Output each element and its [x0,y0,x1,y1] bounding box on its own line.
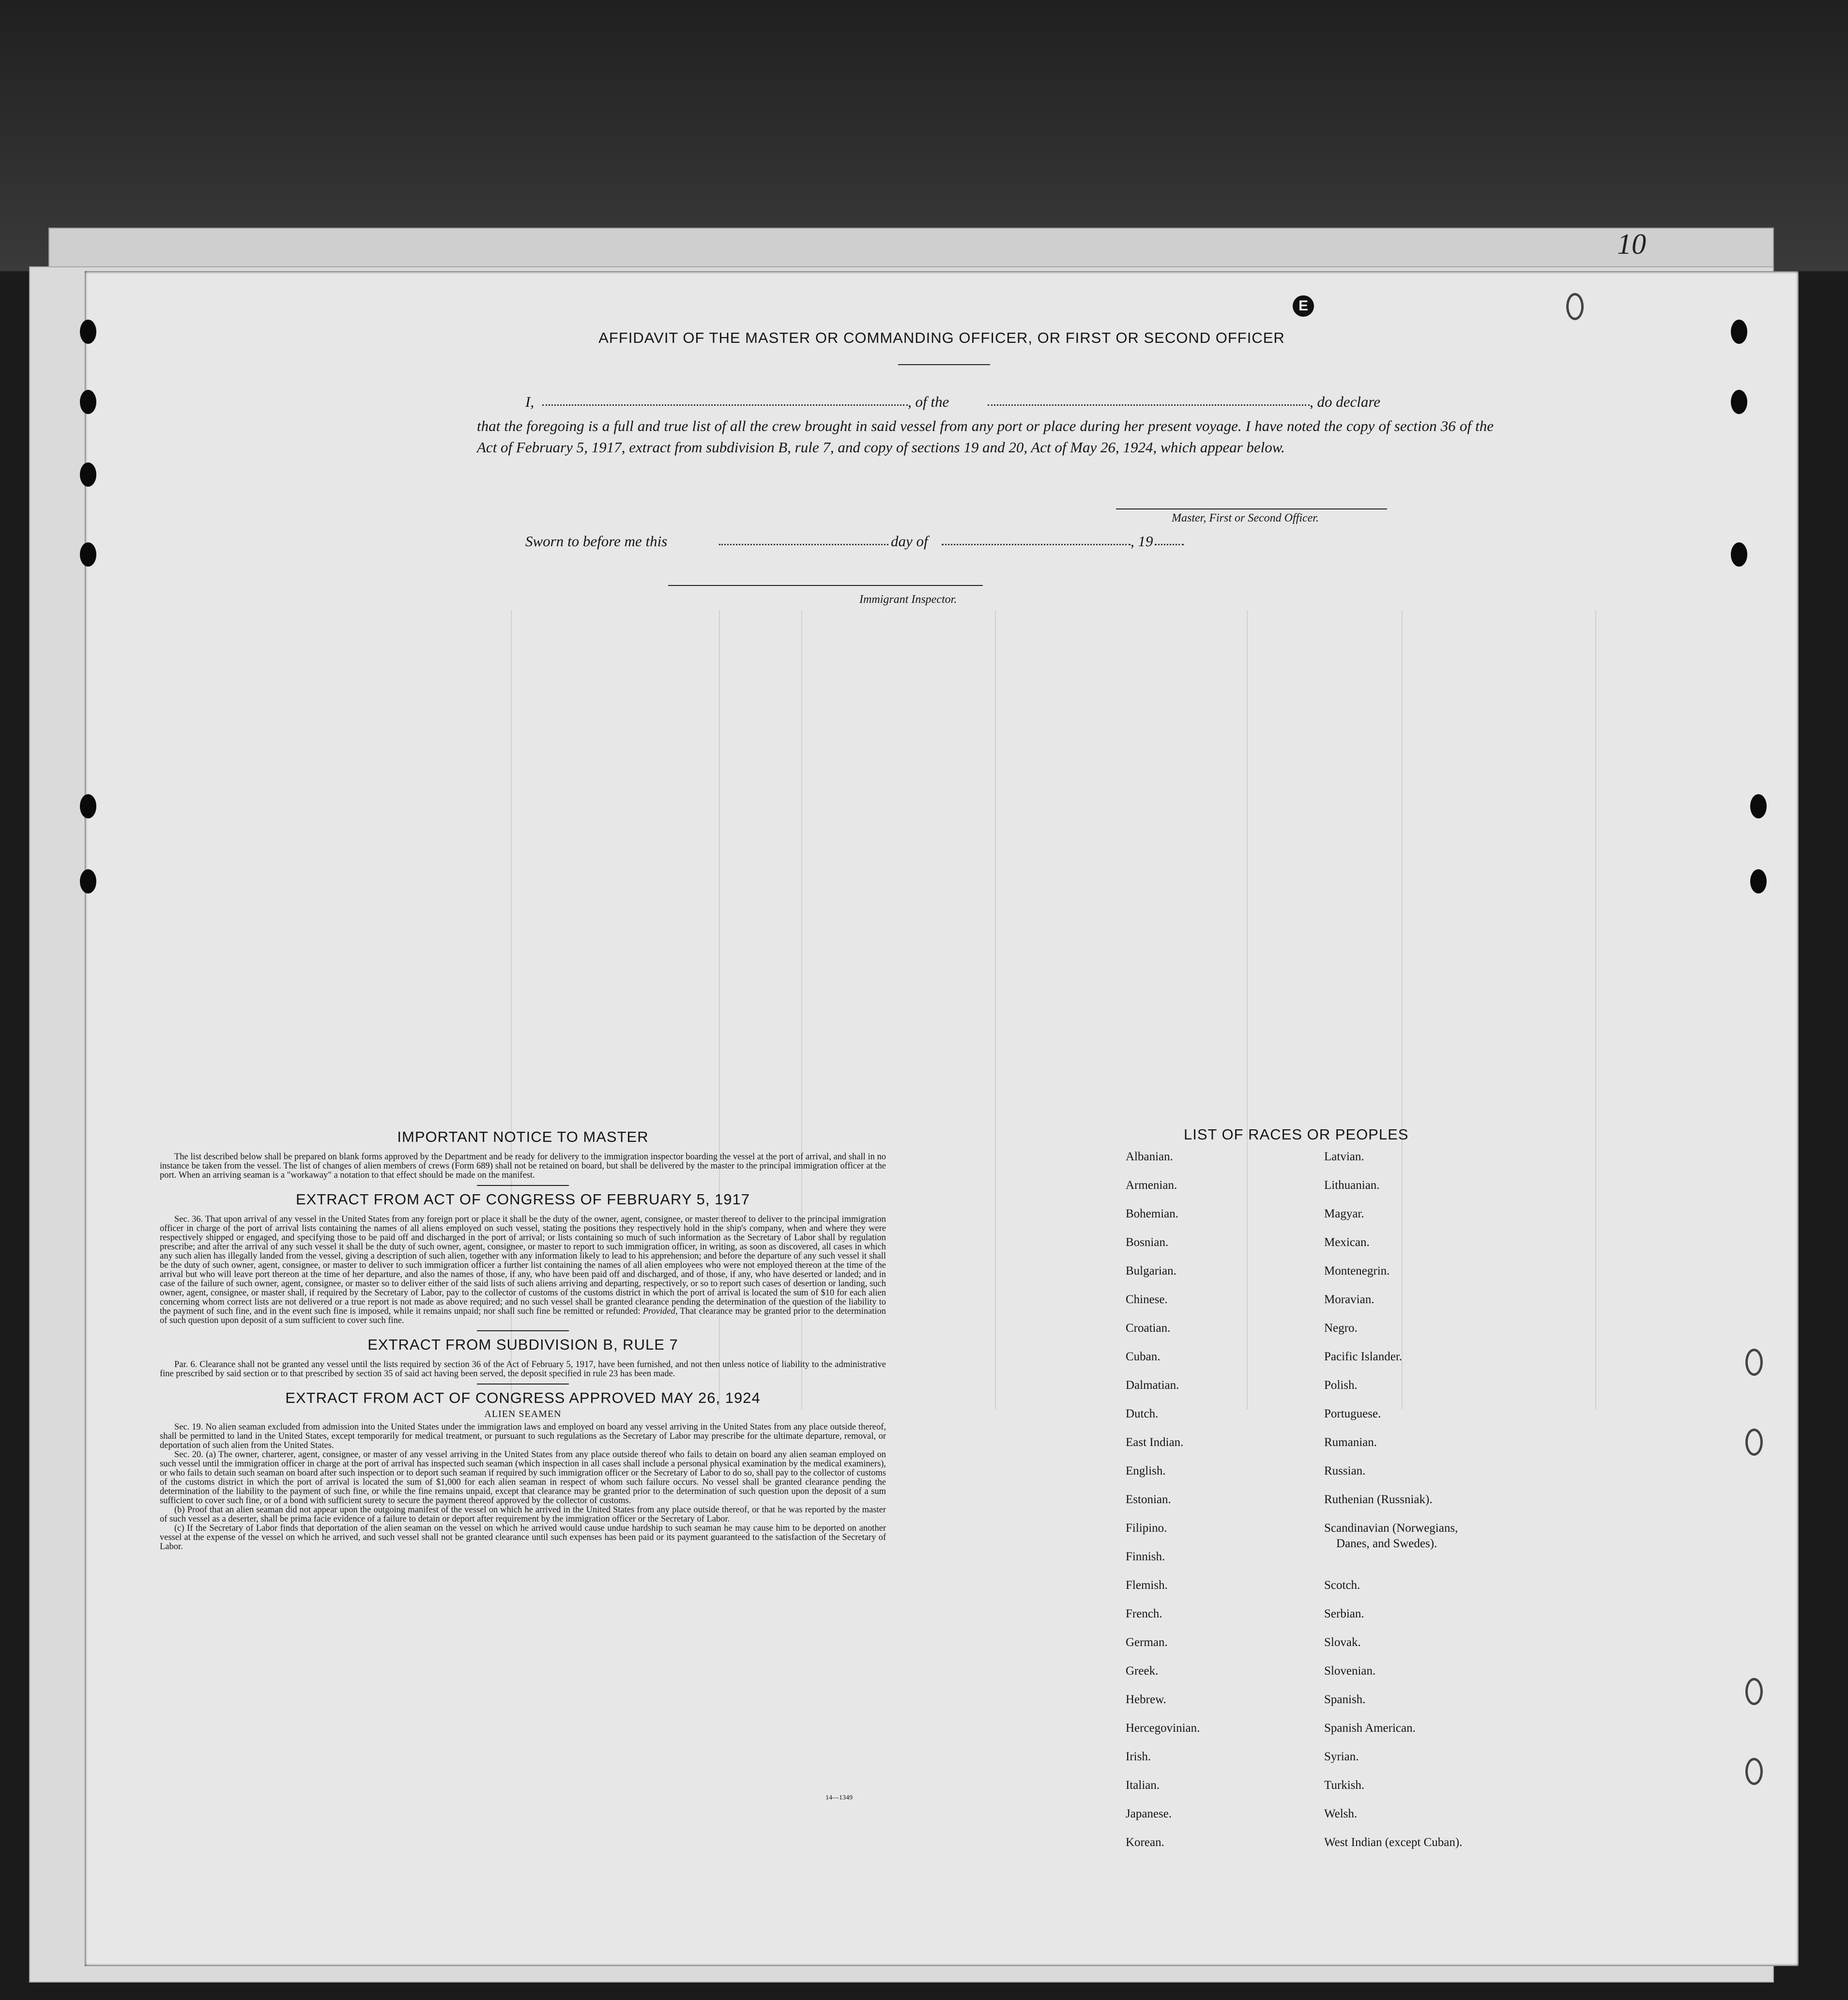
race-item: Lithuanian. [1324,1179,1380,1192]
punch-hole [1745,1758,1763,1785]
race-item: Dutch. [1126,1407,1159,1420]
race-item: Bosnian. [1126,1236,1169,1249]
punch-hole [80,794,96,818]
race-item: Syrian. [1324,1750,1359,1763]
race-item: East Indian. [1126,1436,1184,1449]
race-item: Estonian. [1126,1493,1171,1506]
race-item: Scandinavian (Norwegians, [1324,1522,1458,1535]
race-item: Scotch. [1324,1579,1360,1592]
punch-hole [80,462,96,487]
race-item: Magyar. [1324,1207,1364,1220]
race-item: Filipino. [1126,1522,1167,1535]
race-item: German. [1126,1636,1168,1649]
race-item: Montenegrin. [1324,1264,1390,1277]
year-text: , 19 [1130,533,1153,550]
page-number-mark: 10 [1617,228,1646,260]
extract1917-text [160,1215,886,1325]
rule7-title: EXTRACT FROM SUBDIVISION B, RULE 7 [367,1336,678,1353]
race-item: Hercegovinian. [1126,1722,1200,1735]
race-item: Portuguese. [1324,1407,1381,1420]
race-item: Albanian. [1126,1150,1173,1163]
affidavit-body: that the foregoing is a full and true list of all the crew brought in said vessel from any port or place during her present voyage. I have noted the copy of section 36 of the Act of February 5, 1917, extract from subdivision B, rule 7, and copy of sections 19 and 20, Act of May 26, 1924, which appear below. [477,417,1494,456]
race-item: Mexican. [1324,1236,1370,1249]
punch-hole [80,869,96,893]
race-item: Russian. [1324,1464,1366,1477]
punch-hole [1566,293,1584,320]
race-item: Spanish American. [1324,1722,1416,1735]
punch-hole [1745,1429,1763,1456]
section-rule [477,1384,569,1385]
form-badge: E [1293,295,1314,317]
affidavit-of-the: , of the [908,393,949,410]
race-item: Serbian. [1324,1607,1364,1620]
month-line [942,544,1130,545]
race-item: Welsh. [1324,1807,1358,1820]
race-item: Polish. [1324,1379,1358,1392]
vessel-line [988,404,1310,406]
day-of-text: day of [891,533,928,550]
alien-seamen-subtitle: ALIEN SEAMEN [484,1409,562,1419]
punch-hole [80,542,96,567]
race-item: Moravian. [1324,1293,1375,1306]
affidavit-title: AFFIDAVIT OF THE MASTER OR COMMANDING OFFICER, OR FIRST OR SECOND OFFICER [598,329,1285,346]
signature-line [1116,508,1387,509]
race-item: Korean. [1126,1836,1164,1849]
punch-hole [1750,794,1767,818]
races-title: LIST OF RACES OR PEOPLES [1184,1126,1409,1143]
rule7-text: Par. 6. Clearance shall not be granted any vessel until the lists required by section 36 of the Act of February 5, 1917, have been furnished, and not then unless notice of liability to the administrative fine prescribed by said section or to that prescribed by section 35 of said act having been served, the deposit specified in rule 23 has been made. [160,1360,886,1379]
race-item: Hebrew. [1126,1693,1166,1706]
punch-hole [1750,869,1767,893]
sec20c-text: (c) If the Secretary of Labor finds that deportation of the alien seaman on the vessel on which he arrived would cause undue hardship to such seaman he may cause him to be deported on another vessel at the expense of the vessel on which he arrived, and such vessel shall not be granted clearance until such expenses has been paid or its payment guaranteed to the satisfaction of the Secretary of Labor. [160,1523,886,1552]
race-item: French. [1126,1607,1162,1620]
race-item: Spanish. [1324,1693,1366,1706]
extract1917-title: EXTRACT FROM ACT OF CONGRESS OF FEBRUARY 5, 1917 [295,1191,750,1208]
sec19-text: Sec. 19. No alien seaman excluded from admission into the United States under the immigration laws and employed on board any vessel arriving in the United States from any place outside thereof, shall be permitted to land in the United States, except temporarily for medical treatment, or pursuant to such regulations as the Secretary of Labor may prescribe for the ultimate departure, removal, or deportation of such alien from the United States. [160,1422,886,1450]
sec20a-text: Sec. 20. (a) The owner, charterer, agent, consignee, or master of any vessel arriving in the United States from any place outside thereof who fails to detain on board any alien seaman employed on such vessel until the immigration officer in charge at the port of arrival has inspected such seaman (which inspection in all cases shall include a personal physical examination by the medical examiners), or who fails to detain such seaman on board after such inspection or to deport such seaman if required by such immigration officer or the Secretary of Labor to do so, shall pay to the collector of customs of the customs district in which the port of arrival is located the sum of $1,000 for each alien seaman in respect of whom such failure occurs. No vessel shall be granted clearance pending the determination of the liability to the payment of such fine, or while the fine remains unpaid, except that clearance may be granted prior to the determination of such question upon the deposit of a sum sufficient to cover such fine, or of a bond with sufficient surety to secure the payment thereof approved by the collector of customs. [160,1450,886,1506]
race-item: Pacific Islander. [1324,1350,1403,1363]
extract1924-title: EXTRACT FROM ACT OF CONGRESS APPROVED MAY 26, 1924 [285,1389,761,1406]
punch-hole [1745,1349,1763,1376]
form-number: 14—1349 [825,1794,853,1801]
ghost-rule [1402,610,1403,1409]
ghost-rule [1595,610,1596,1409]
sec36-main: That upon arrival of any vessel in the United States from any foreign port or place it shall be the duty of the owner, agent, consignee, or master thereof to deliver to the principal immigration officer in charge of the port of arrival lists containing the names of all aliens employed on such vessel, stating the positions they respectively hold in the ship's company, when and where they were respectively shipped or engaged, and specifying those to be paid off and discharged in the port of arrival; or lists containing so much of such information as the Secretary of Labor shall by regulation prescribe; and after the arrival of any such vessel it shall be the duty of such owner, agent, consignee, or master to report to such immigration officer, in writing, as soon as discovered, all cases in which any such alien has illegally landed from the vessel, giving a description of such alien, together with any information likely to lead to his apprehension; and before the departure of any such vessel it shall be the duty of such owner, agent, consignee, or master to deliver to such immigration officer a further list containing the names of all alien employees who were not employed thereon at the time of the arrival but who will leave port thereon at the time of her departure, and also the names of those, if any, who have been paid off and discharged, and of those, if any, who have deserted or landed; and in case of the failure of such owner, agent, consignee, or master so to deliver either of the said lists of such aliens arriving and departing, respectively, or so to report such cases of desertion or landing, such owner, agent, consignee, or master shall, if required by the Secretary of Labor, pay to the collector of customs of the customs district in which the port of arrival is located the sum of $10 for each alien concerning whom correct lists are not delivered or a true report is not made as above required; and no such vessel shall be granted clearance pending the determination of the question of the liability to the payment of such fine, and in the event such fine is imposed, while it remains unpaid; nor shall such fine be remitted or refunded: [160,1215,886,1316]
race-item: Armenian. [1126,1179,1177,1192]
race-item: Slovak. [1324,1636,1361,1649]
affidavit-declare: , do declare [1310,393,1381,410]
race-item: Rumanian. [1324,1436,1377,1449]
notice-text: The list described below shall be prepared on blank forms approved by the Department and be ready for delivery to the immigration inspector boarding the vessel at the port of arrival, and shall in no instance be taken from the vessel. The list of changes of alien members of crews (Form 689) shall not be retained on board, but shall be delivered by the master to the principal immigration officer at the port. When an arriving seaman is a "workaway" a notation to that effect should be made on the manifest. [160,1152,886,1180]
race-item: Bulgarian. [1126,1264,1176,1277]
ghost-rule [1247,610,1248,1409]
race-item: Latvian. [1324,1150,1364,1163]
race-item: Flemish. [1126,1579,1168,1592]
race-item: Bohemian. [1126,1207,1179,1220]
section-rule [477,1330,569,1331]
race-item: Negro. [1324,1322,1358,1335]
race-item: Turkish. [1324,1779,1365,1792]
ghost-rule [995,610,996,1409]
race-item: Cuban. [1126,1350,1161,1363]
proviso-label: Provided, [642,1307,678,1316]
sec36-end: That clearance may be granted prior to the determination of such question upon deposit of a sum sufficient to cover such fine. [160,1307,886,1325]
punch-hole [1731,542,1747,567]
title-rule [898,364,990,365]
race-item: West Indian (except Cuban). [1324,1836,1463,1849]
race-item: Finnish. [1126,1550,1165,1563]
sworn-day-line [719,544,888,545]
sec20b-text: (b) Proof that an alien seaman did not appear upon the outgoing manifest of the vessel on which he arrived in the United States from any place outside thereof, or that he was reported by the master of such vessel as a deserter, shall be prima facie evidence of a failure to detain or deport after requirement by the immigration officer or the Secretary of Labor. [160,1505,886,1524]
notice-title: IMPORTANT NOTICE TO MASTER [397,1128,649,1145]
master-label: Master, First or Second Officer. [1172,512,1319,524]
race-item: Slovenian. [1324,1664,1376,1677]
name-line [542,404,908,406]
race-item: Chinese. [1126,1293,1168,1306]
year-line [1155,544,1184,545]
punch-hole [1731,390,1747,414]
punch-hole [1745,1678,1763,1705]
section-rule [477,1185,569,1186]
race-item: English. [1126,1464,1166,1477]
document-page [85,271,1799,1966]
affidavit-i: I, [525,393,535,410]
race-item: Greek. [1126,1664,1159,1677]
race-item: Dalmatian. [1126,1379,1179,1392]
race-item: Irish. [1126,1750,1151,1763]
race-item: Danes, and Swedes). [1336,1537,1437,1550]
race-item: Ruthenian (Russniak). [1324,1493,1433,1506]
race-item: Croatian. [1126,1322,1171,1335]
notice-section [160,1128,886,1552]
sec36-label: Sec. 36. [174,1215,203,1224]
sworn-text: Sworn to before me this [525,533,668,550]
punch-hole [80,390,96,414]
race-item: Italian. [1126,1779,1160,1792]
race-item: Japanese. [1126,1807,1172,1820]
inspector-line [668,585,983,586]
inspector-label: Immigrant Inspector. [859,593,957,606]
